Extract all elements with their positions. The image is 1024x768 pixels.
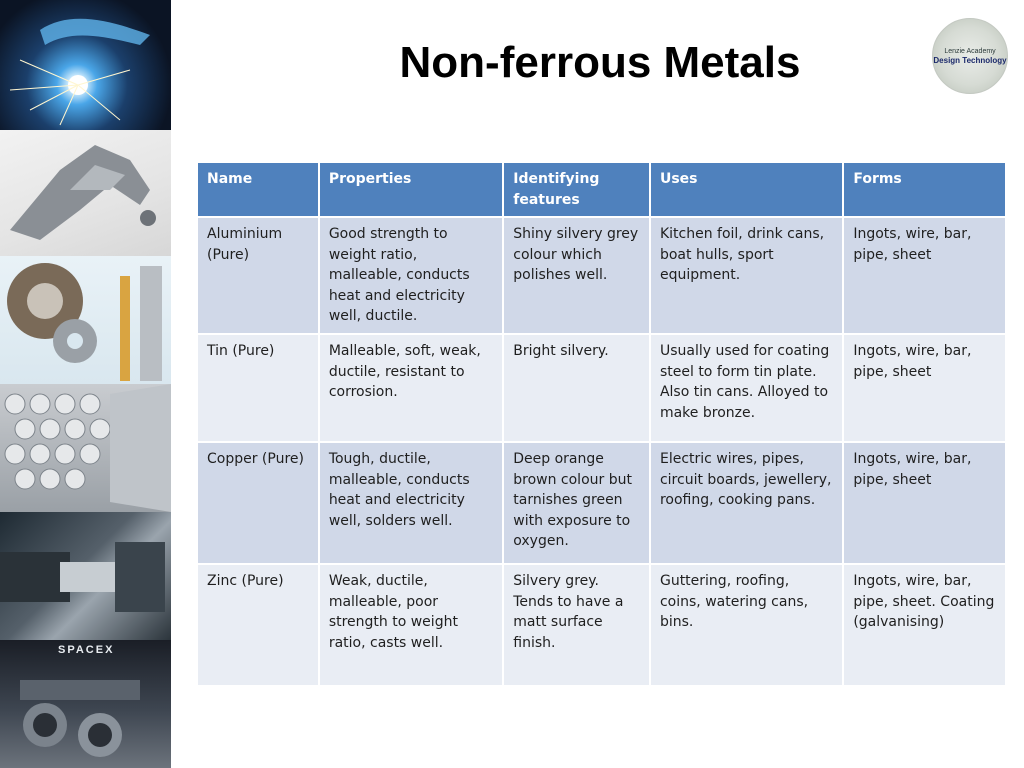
logo-line-2: Design Technology: [933, 55, 1007, 65]
metal-bars-photo: [0, 384, 171, 512]
spacex-label: SPACEX: [58, 644, 115, 656]
welding-photo: [0, 0, 171, 130]
header-properties: Properties: [320, 163, 502, 216]
gears-photo: [0, 256, 171, 384]
table-row: [198, 218, 1005, 333]
cell-features: Deep orange brown colour but tarnishes green with exposure to oxygen.: [504, 443, 649, 563]
cell-forms: Ingots, wire, bar, pipe, sheet. Coating (galvanising): [844, 565, 1005, 685]
table-row: [198, 565, 1005, 685]
cell-forms: Ingots, wire, bar, pipe, sheet: [844, 218, 1005, 333]
cell-forms: Ingots, wire, bar, pipe, sheet: [844, 335, 1005, 441]
logo-line-1: Lenzie Academy: [944, 47, 996, 55]
cell-uses: Guttering, roofing, coins, watering cans, bins.: [651, 565, 842, 685]
cell-properties: Tough, ductile, malleable, conducts heat and electricity well, solders well.: [320, 443, 502, 563]
cell-properties: Good strength to weight ratio, malleable, conducts heat and electricity well, ductile.: [320, 218, 502, 333]
slide-title: Non-ferrous Metals: [399, 38, 801, 87]
header-uses: Uses: [651, 163, 842, 216]
lathe-photo: [0, 512, 171, 640]
cell-name: Tin (Pure): [198, 335, 318, 441]
table-row: [198, 335, 1005, 441]
cell-name: Copper (Pure): [198, 443, 318, 563]
cell-name: Zinc (Pure): [198, 565, 318, 685]
header-forms: Forms: [844, 163, 1005, 216]
cell-uses: Usually used for coating steel to form tin plate. Also tin cans. Alloyed to make bronze.: [651, 335, 842, 441]
cell-forms: Ingots, wire, bar, pipe, sheet: [844, 443, 1005, 563]
cell-features: Bright silvery.: [504, 335, 649, 441]
cell-features: Shiny silvery grey colour which polishes well.: [504, 218, 649, 333]
table-header-row: [198, 163, 1005, 216]
cell-features: Silvery grey. Tends to have a matt surface finish.: [504, 565, 649, 685]
cell-uses: Electric wires, pipes, circuit boards, jewellery, roofing, cooking pans.: [651, 443, 842, 563]
cast-bracket-photo: [0, 130, 171, 256]
cell-uses: Kitchen foil, drink cans, boat hulls, sport equipment.: [651, 218, 842, 333]
table-row: [198, 443, 1005, 563]
school-logo: [932, 18, 1008, 94]
cell-name: Aluminium (Pure): [198, 218, 318, 333]
metals-table: [196, 161, 1007, 687]
header-name: Name: [198, 163, 318, 216]
image-strip: [0, 0, 171, 768]
cell-properties: Weak, ductile, malleable, poor strength to weight ratio, casts well.: [320, 565, 502, 685]
cell-properties: Malleable, soft, weak, ductile, resistant to corrosion.: [320, 335, 502, 441]
header-identifying-features: Identifying features: [504, 163, 649, 216]
spacex-engine-photo: [0, 640, 171, 768]
